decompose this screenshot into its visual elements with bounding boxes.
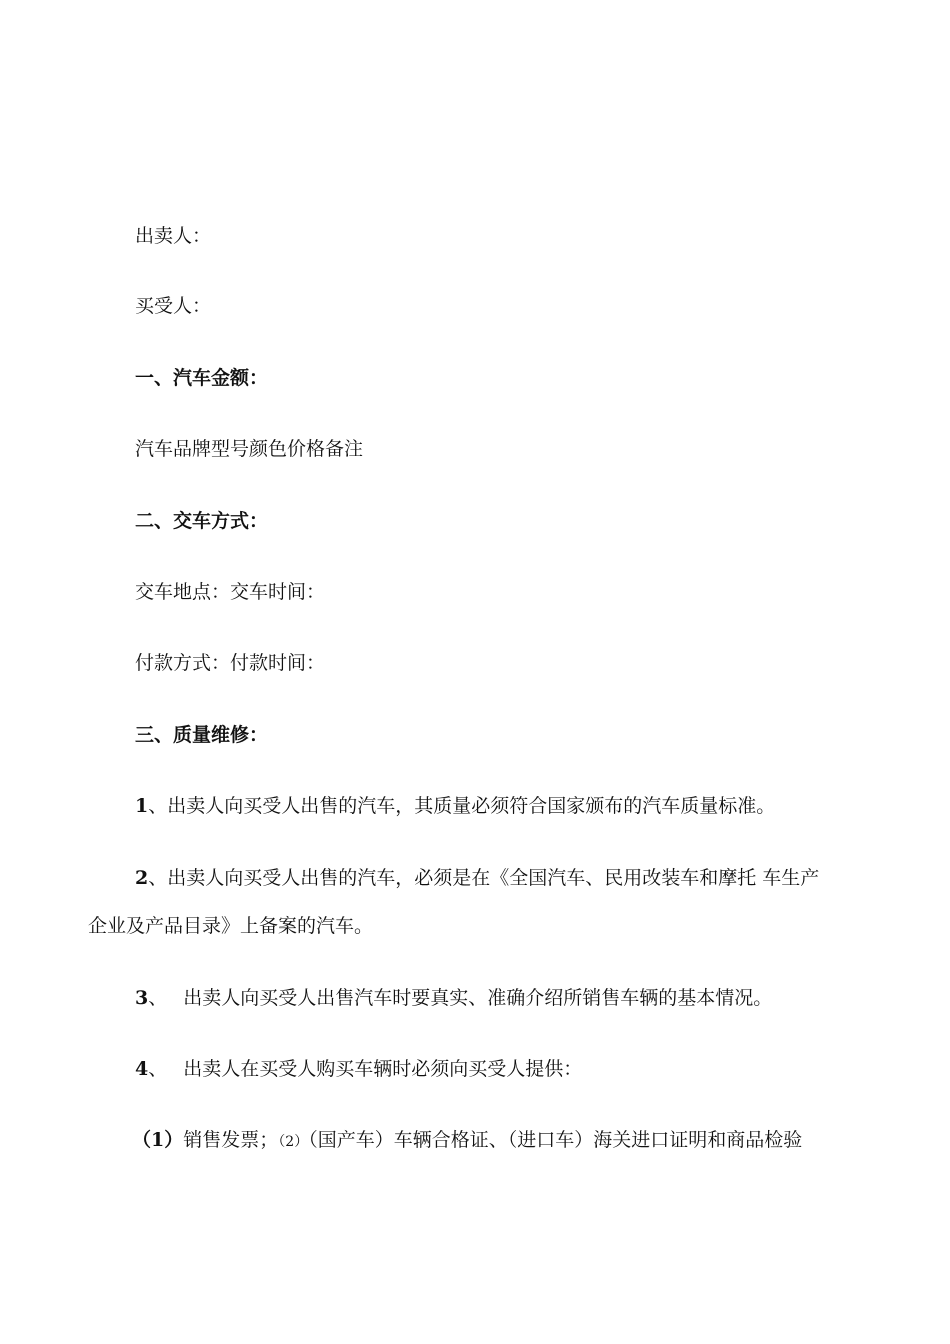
payment-line: 付款方式：付款时间： <box>135 652 326 674</box>
clause-3-text: 出卖人向买受人出售汽车时要真实、准确介绍所销售车辆的基本情况。 <box>183 987 773 1009</box>
subitem-2-text: （国产车）车辆合格证、（进口车）海关进口证明和商品检验 <box>308 1129 803 1151</box>
clause-2-text-a: 、出卖人向买受人出售的汽车，必须是在《全国汽车、民用改装车和摩托 车生产 <box>148 867 820 889</box>
buyer-label: 买受人： <box>135 295 212 317</box>
clause-4-subitems <box>132 1127 802 1155</box>
delivery-line: 交车地点：交车时间： <box>135 581 326 603</box>
clause-3-number: 3 <box>135 987 149 1009</box>
clause-4-text: 出卖人在买受人购买车辆时必须向买受人提供： <box>183 1058 583 1080</box>
clause-1-number: 1 <box>135 795 149 817</box>
clause-2-line-1 <box>135 865 819 891</box>
clause-1 <box>135 793 775 819</box>
subitem-1-number: 1 <box>151 1129 165 1151</box>
car-table-header: 汽车品牌型号颜色价格备注 <box>135 438 364 460</box>
seller-label: 出卖人： <box>135 225 212 247</box>
clause-4 <box>135 1056 582 1082</box>
section1-heading: 一、汽车金额： <box>135 367 269 389</box>
section2-heading: 二、交车方式： <box>135 510 269 532</box>
clause-3-separator: 、 <box>148 987 168 1009</box>
section3-heading: 三、质量维修： <box>135 724 269 746</box>
clause-4-separator: 、 <box>148 1058 168 1080</box>
subitem-1-open: （ <box>132 1129 152 1151</box>
clause-3 <box>135 985 772 1011</box>
subitem-1-text: 销售发票； <box>183 1129 279 1151</box>
subitem-1-close: ） <box>164 1129 184 1151</box>
subitem-2-number: （2） <box>278 1134 309 1150</box>
clause-2-line-2: 企业及产品目录》上备案的汽车。 <box>88 915 374 937</box>
clause-1-text: 、出卖人向买受人出售的汽车，其质量必须符合国家颁布的汽车质量标准。 <box>148 795 776 817</box>
clause-4-number: 4 <box>135 1058 149 1080</box>
clause-2-number: 2 <box>135 867 149 889</box>
